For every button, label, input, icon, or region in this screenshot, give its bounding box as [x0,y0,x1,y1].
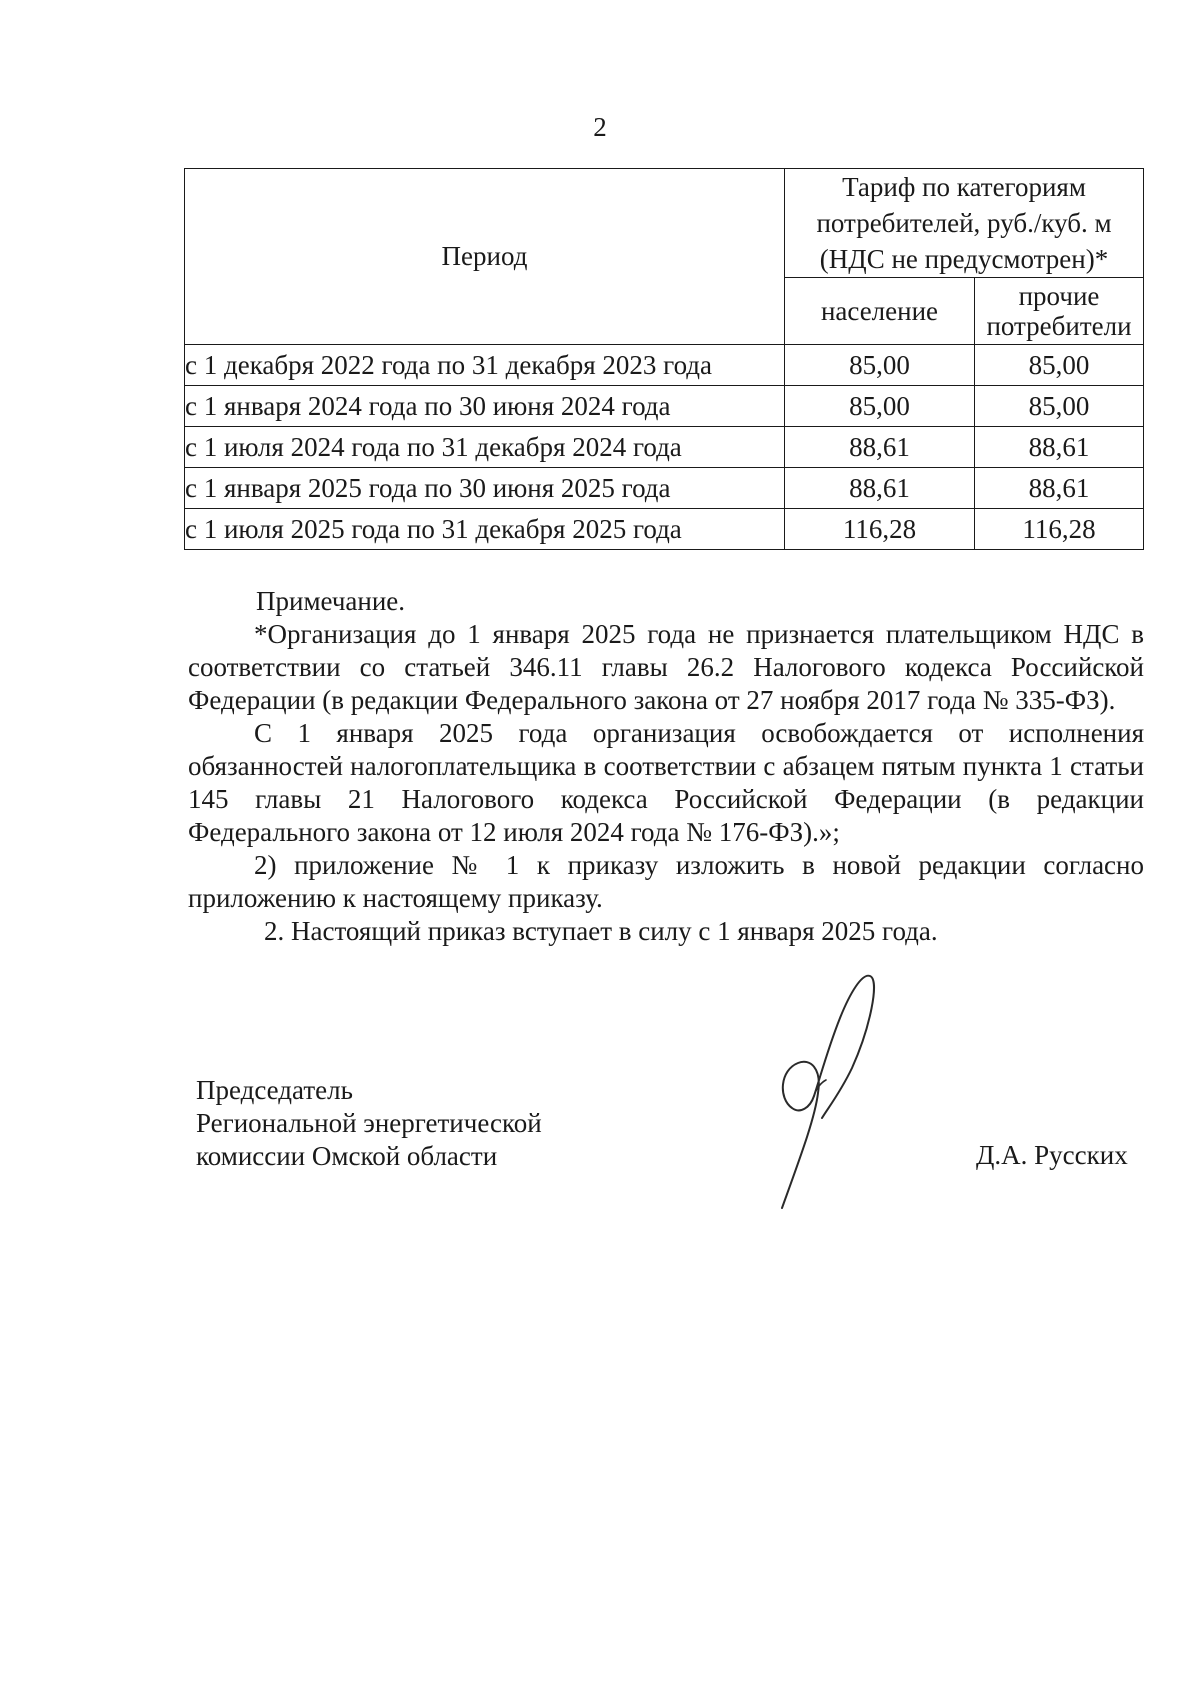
row-other-value: 88,61 [975,427,1144,468]
row-period: с 1 января 2025 года по 30 июня 2025 года [185,468,785,509]
signer-name: Д.А. Русских [976,1140,1128,1170]
handwritten-signature [770,968,900,1213]
header-tariff-line: (НДС не предусмотрен)* [819,244,1109,274]
table-row [185,427,1144,468]
table-row [185,509,1144,550]
row-population-value: 88,61 [785,427,975,468]
amendment-paragraph: 2) приложение № 1 к приказу изложить в новой редакции согласно приложению к настоящему приказу. [188,850,1144,913]
page-number: 2 [593,112,607,142]
row-period: с 1 июля 2025 года по 31 декабря 2025 года [185,509,785,550]
header-other [975,278,1144,345]
row-period: с 1 декабря 2022 года по 31 декабря 2023 года [185,345,785,386]
header-other-line: потребители [986,311,1132,341]
note-paragraph-vat: *Организация до 1 января 2025 года не признается плательщиком НДС в соответствии со статьей 346.11 главы 26.2 Налогового кодекса Российской Федерации (в редакции Федерального закона от 27 ноября 2017 года № 335-ФЗ). [188,619,1144,715]
signatory-title-line: Региональной энергетической [196,1108,542,1138]
row-other-value: 85,00 [975,386,1144,427]
effective-date-paragraph: 2. Настоящий приказ вступает в силу с 1 января 2025 года. [264,916,938,946]
note-title: Примечание. [256,586,406,616]
note-section [188,585,1144,948]
table-row [185,386,1144,427]
header-population: население [785,278,975,345]
signatory-title-line: Председатель [196,1075,353,1105]
row-period: с 1 января 2024 года по 30 июня 2024 года [185,386,785,427]
signatory-title-line: комиссии Омской области [196,1141,498,1171]
row-population-value: 85,00 [785,386,975,427]
header-other-line: прочие [1018,281,1100,311]
header-tariff-line: Тариф по категориям [842,172,1086,202]
row-other-value: 85,00 [975,345,1144,386]
row-other-value: 116,28 [975,509,1144,550]
table-header-row [185,169,1144,278]
header-tariff-line: потребителей, руб./куб. м [816,208,1112,238]
table-row [185,468,1144,509]
signatory-title [196,1074,542,1173]
row-population-value: 85,00 [785,345,975,386]
note-paragraph-exemption: С 1 января 2025 года организация освобождается от исполнения обязанностей налогоплательщика в соответствии с абзацем пятым пункта 1 статьи 145 главы 21 Налогового кодекса Российской Федерации (в редакции Федерального закона от 12 июля 2024 года № 176-ФЗ).»; [188,718,1144,847]
table-row [185,345,1144,386]
header-tariff [785,169,1144,278]
row-population-value: 116,28 [785,509,975,550]
header-period: Период [185,169,785,345]
row-other-value: 88,61 [975,468,1144,509]
row-population-value: 88,61 [785,468,975,509]
row-period: с 1 июля 2024 года по 31 декабря 2024 года [185,427,785,468]
tariff-table [184,168,1144,550]
